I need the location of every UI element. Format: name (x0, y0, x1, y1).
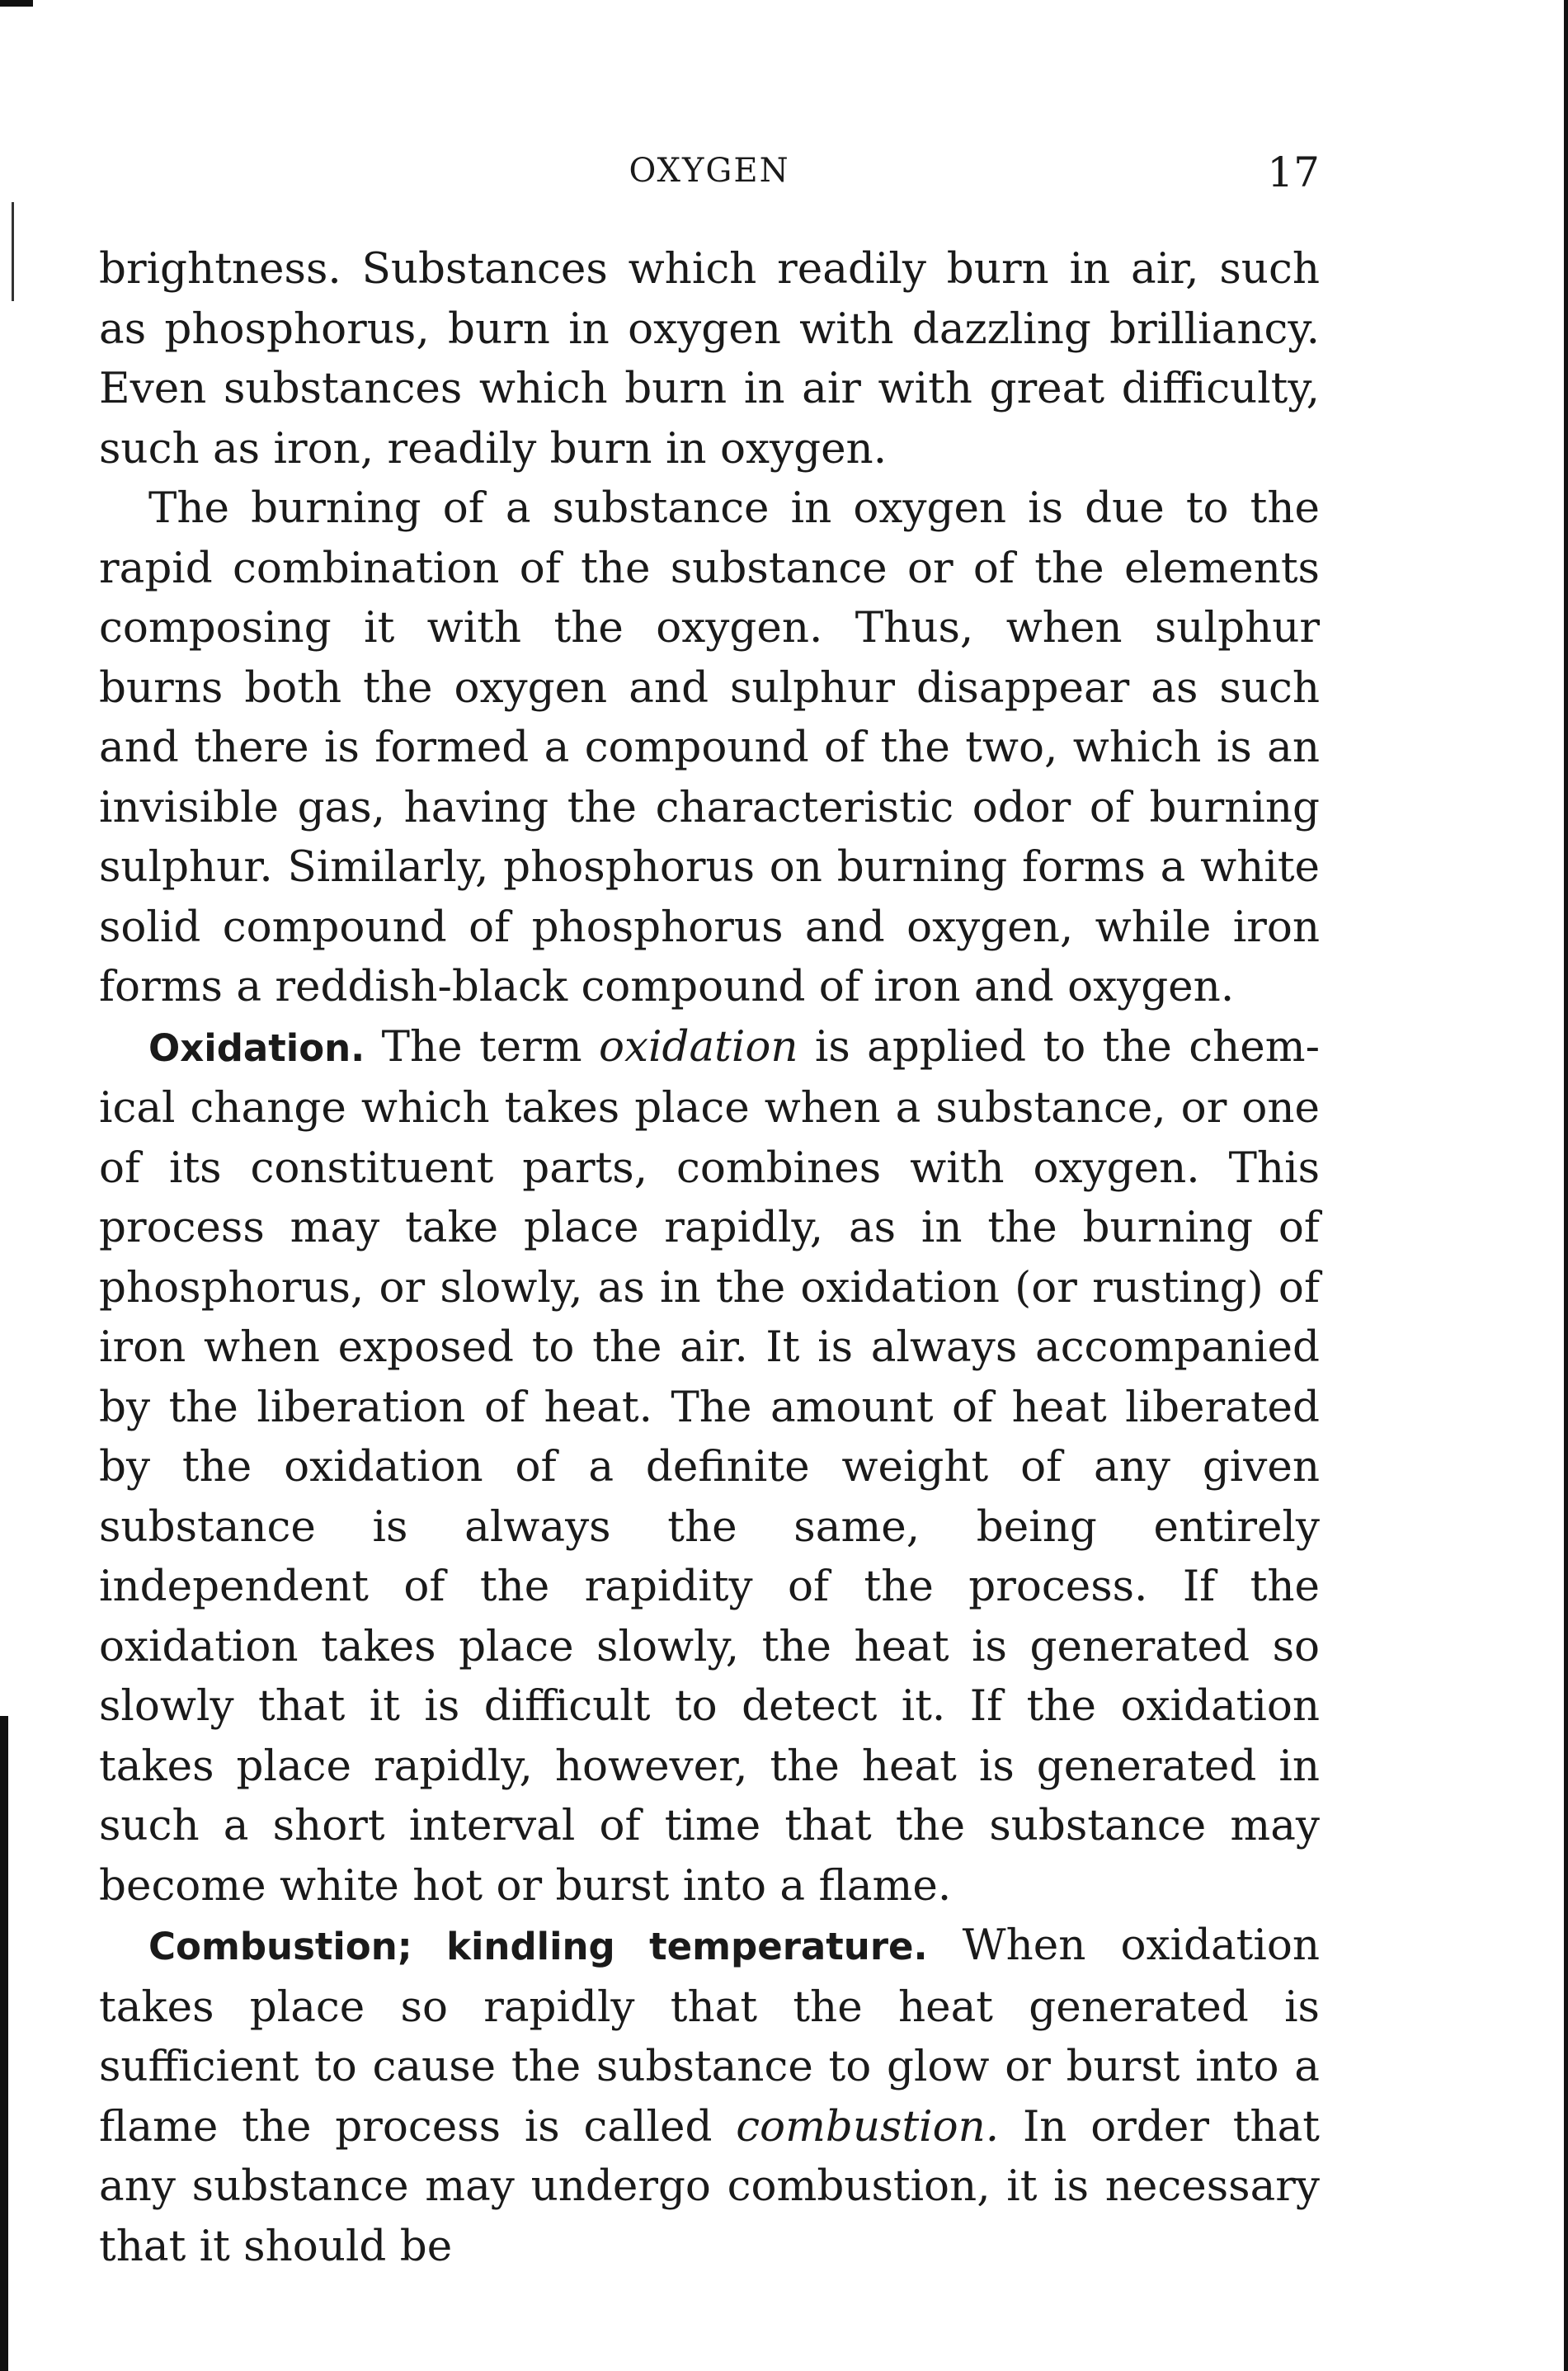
scan-edge-right (1564, 0, 1568, 2371)
paragraph-burning: The burning of a substance in oxygen is due to the rapid combination of the substance or of the elements composing it with the oxygen. Thus, when sulphur burns both the oxygen and sulphur disappear as such and there is formed a compound of the two, which is an invisible gas, having the characteristic odor of burning sulphur. Similarly, phosphorus on burning forms a white solid compound of phosphorus and oxygen, while iron forms a reddish-black compound of iron and oxygen. (99, 483, 1320, 1011)
section-heading-oxidation: Oxidation. (148, 1025, 365, 1070)
paragraph-oxidation-text: is applied to the chemical change which takes place when a substance, or one of its constituent parts, combines with oxygen. This process may take place rapidly, as in the burning of phosphorus, or slowly, as in the oxidation (or rusting) of iron when exposed to the air. It is always accompanied by the liberation of heat. The amount of heat liberated by the oxidation of a definite weight of any given substance is always the same, being entirely independent of the rapidity of the process. If the oxidation takes place slowly, the heat is generated so slowly that it is difficult to detect it. If the oxidation takes place rapidly, however, the heat is generated in such a short interval of time that the substance may become white hot or burst into a flame. (99, 1021, 1320, 1911)
scan-edge-left (0, 1716, 8, 2371)
page-body (99, 239, 1320, 2271)
term-oxidation: oxidation (598, 1021, 798, 1072)
paragraph-continuation: brightness. Substances which readily burn in air, such as phosphorus, burn in oxygen with dazzling brilliancy. Even substances which burn in air with great difficulty, such as iron, readily burn in oxygen. (99, 244, 1320, 474)
page-number: 17 (1267, 148, 1320, 196)
paragraph-oxidation (99, 1017, 1320, 1916)
section-heading-combustion: Combustion; kindling temperature. (148, 1925, 928, 1968)
paragraph-oxidation-lead: The term (365, 1021, 599, 1072)
page-header (99, 148, 1320, 214)
term-combustion: combustion. (736, 2101, 1000, 2152)
scan-edge-top-left (0, 0, 33, 7)
paragraph-combustion-lead: When oxidation takes place so rapidly that the heat generated is sufficient to cause the substance to glow or burst into a flame the process is called (99, 1921, 1320, 2152)
paragraph-combustion-text: In order that any substance may undergo combustion, it is necessary that it should be (99, 2101, 1320, 2271)
running-head: OXYGEN (629, 152, 790, 190)
scan-margin-mark (12, 202, 14, 301)
paragraph-combustion (99, 1916, 1320, 2276)
